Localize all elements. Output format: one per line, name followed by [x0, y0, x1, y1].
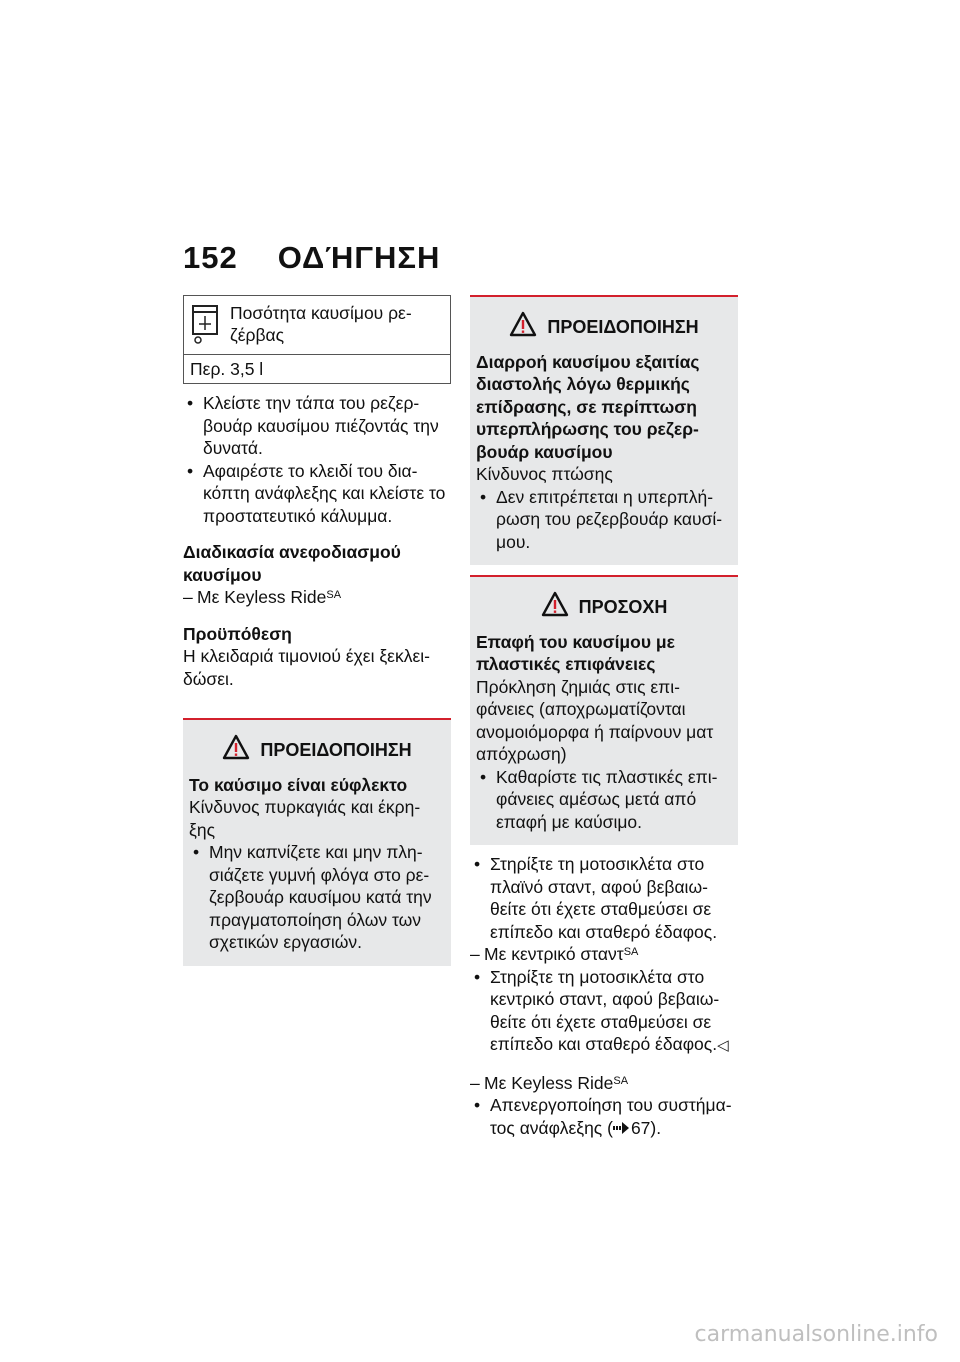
variant-center-stand: – Με κεντρικό σταντ$^{SA}$	[470, 943, 738, 966]
warning-box-overflow	[470, 295, 738, 565]
warning-triangle-icon	[509, 311, 537, 343]
caution-bullet: • Καθαρίστε τις πλαστικές επι-φάνειες αμέσως μετά από επαφή με καύσιμο.	[476, 766, 732, 834]
warning-header	[476, 311, 732, 343]
page-header	[183, 240, 440, 276]
warning-triangle-icon	[541, 591, 569, 623]
precondition-title: Προϋπόθεση	[183, 623, 292, 644]
warning-header	[189, 734, 445, 766]
fuel-gauge-icon	[190, 302, 230, 350]
page-number: 152	[183, 240, 238, 275]
warning-bullet: • Δεν επιτρέπεται η υπερπλή-ρωση του ρεζερβουάρ καυσί-μου.	[476, 486, 732, 554]
bullet-center-stand: • Στηρίξτε τη μοτοσικλέτα στο κεντρικό σταντ, αφού βεβαιω-θείτε ότι έχετε σταθμεύσει σε επίπεδο και σταθερό έδαφος.◁	[470, 966, 738, 1058]
variant-keyless: – Με Keyless Ride$^{SA}$	[183, 586, 451, 609]
procedure-heading: Διαδικασία ανεφοδιασμού καυσίμου	[183, 542, 401, 585]
variant-keyless-right: – Με Keyless Ride$^{SA}$	[470, 1072, 738, 1095]
spec-label: Ποσότητα καυσίμου ρε- ζέρβας	[230, 303, 412, 345]
caution-box-plastics	[470, 575, 738, 845]
warning-bullet: • Μην καπνίζετε και μην πλη-σιάζετε γυμνή φλόγα στο ρε-ζερβουάρ καυσίμου κατά την πραγματοποίηση όλων των σχετικών εργασιών.	[189, 841, 445, 954]
warning-triangle-icon	[222, 734, 250, 766]
site-watermark: carmanualsonline.info	[694, 1322, 938, 1347]
end-mark-icon: ◁	[717, 1037, 729, 1054]
caution-risk: Πρόκληση ζημιάς στις επι-φάνειες (αποχρωματίζονται ανομοιόμορφα ή παίρνουν ματ απόχρωση)	[476, 676, 714, 764]
spec-row-label	[184, 296, 450, 355]
bullet-remove-key: • Αφαιρέστε το κλειδί του δια-κόπτη ανάφλεξης και κλείστε το προστατευτικό κάλυμμα.	[183, 460, 451, 528]
caution-label: ΠΡΟΣΟΧΗ	[578, 596, 668, 617]
page-ref-link[interactable]: 67	[630, 1117, 651, 1138]
caution-header	[476, 591, 732, 623]
section-title: ΟΔΉΓΗΣΗ	[277, 240, 441, 275]
warning-risk: Κίνδυνος πτώσης	[476, 464, 613, 484]
right-column	[470, 295, 738, 1139]
warning-label: ΠΡΟΕΙΔΟΠΟΙΗΣΗ	[260, 739, 412, 760]
warning-box-flammable	[183, 718, 451, 966]
spec-table	[183, 295, 451, 384]
caution-title: Επαφή του καυσίμου με πλαστικές επιφάνειες	[476, 631, 675, 674]
warning-title: Διαρροή καυσίμου εξαιτίας διαστολής λόγω θερμικής επίδρασης, σε περίπτωση υπερπλήρωσης του ρεζερ-βουάρ καυσίμου	[476, 351, 700, 462]
warning-risk: Κίνδυνος πυρκαγιάς και έκρη-ξης	[189, 797, 421, 840]
warning-label: ΠΡΟΕΙΔΟΠΟΙΗΣΗ	[547, 316, 699, 337]
bullet-side-stand: • Στηρίξτε τη μοτοσικλέτα στο πλαϊνό σταντ, αφού βεβαιω-θείτε ότι έχετε σταθμεύσει σε επίπεδο και σταθερό έδαφος.	[470, 853, 738, 943]
warning-title: Το καύσιμο είναι εύφλεκτο	[189, 774, 408, 795]
precondition-text: Η κλειδαριά τιμονιού έχει ξεκλει-δώσει.	[183, 646, 430, 689]
page-ref-arrow-icon	[613, 1117, 631, 1140]
bullet-close-cap: • Κλείστε την τάπα του ρεζερ-βουάρ καυσίμου πιέζοντάς την δυνατά.	[183, 392, 451, 460]
bullet-keyless: • Απενεργοποίηση του συστήμα-τος ανάφλεξης ( 67).	[470, 1094, 738, 1139]
left-column	[183, 295, 451, 966]
spec-value: Περ. 3,5 l	[190, 358, 264, 379]
